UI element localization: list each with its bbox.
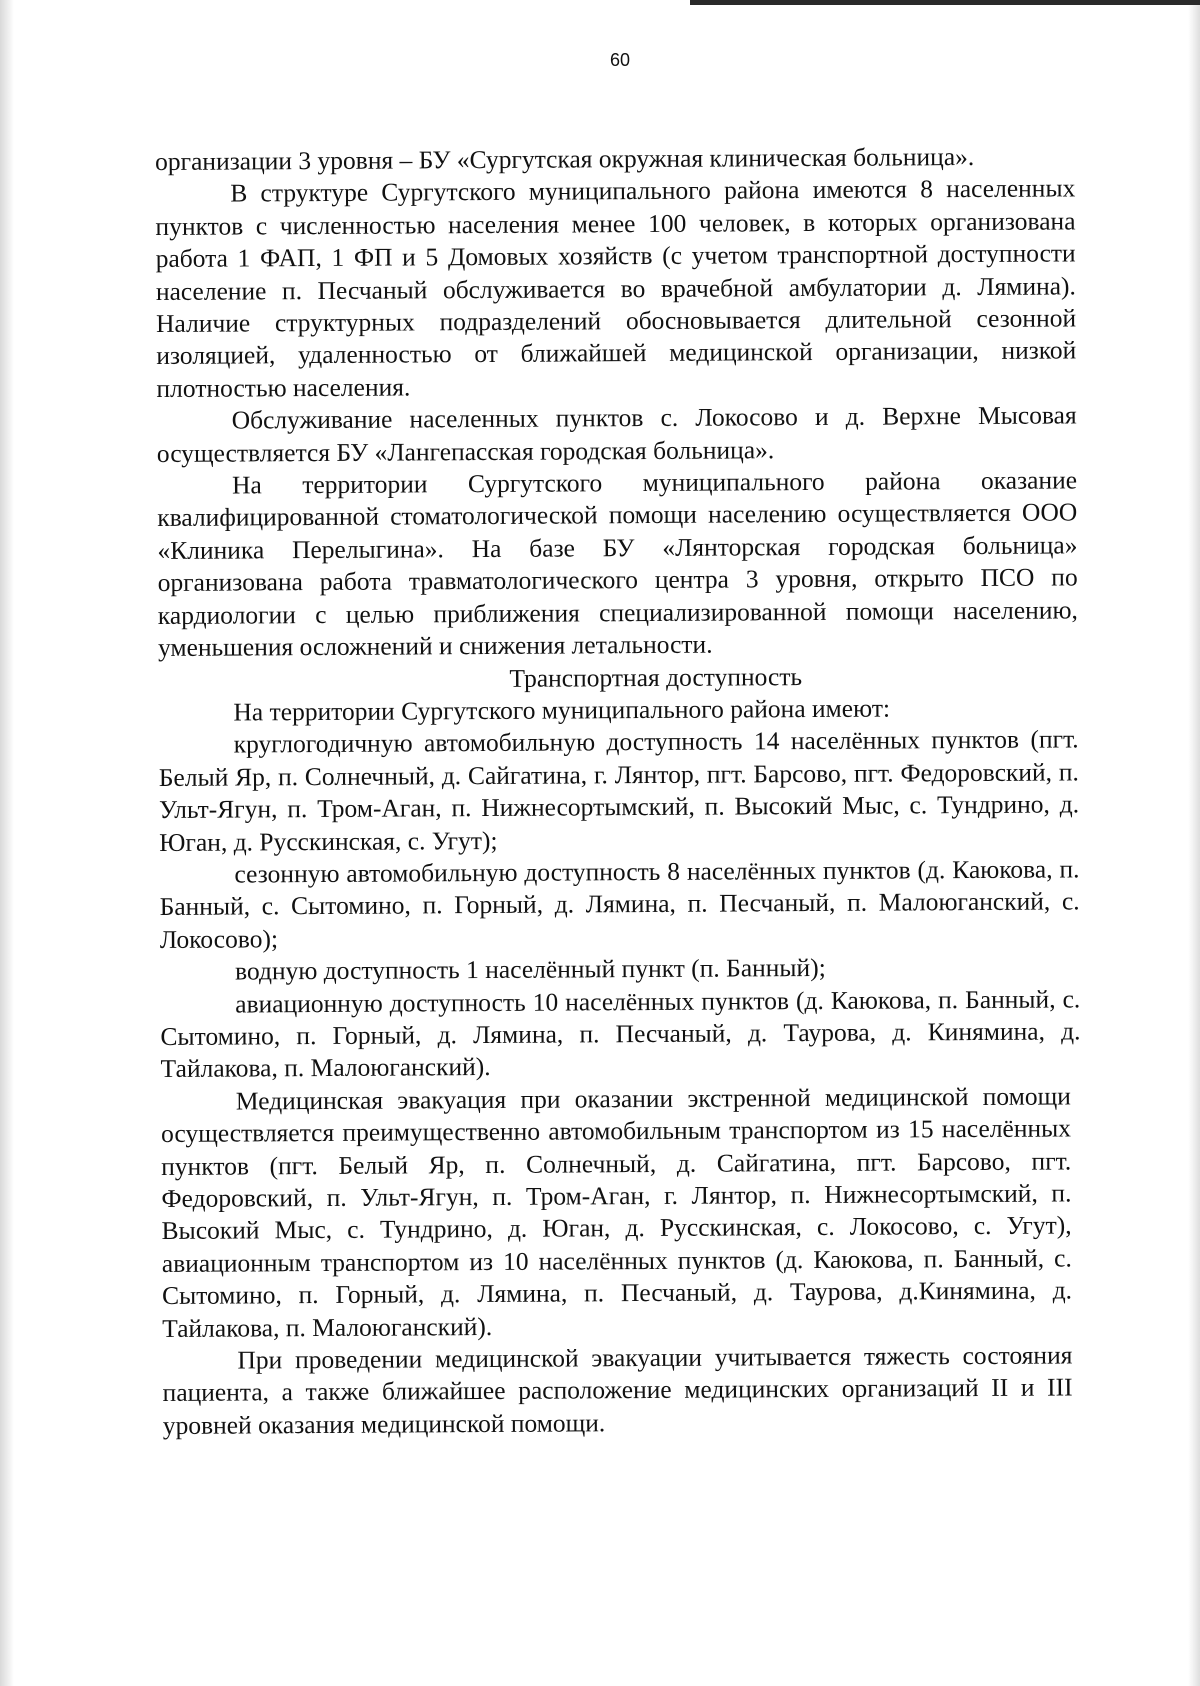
paragraph-evacuation: Медицинская эвакуация при оказании экстренной медицинской помощи осуществляется преимущественно автомобильным транспортом из 15 населённых пунктов (пгт. Белый Яр, п. Солнечный, д. Сайгатина, пгт. Барсово, пгт. Федоровский, п. Ульт-Ягун, п. Тром-Аган, г. Лянтор, п. Нижнесортымский, п. Высокий Мыс, с. Тундрино, д. Юган, д. Русскинская, с. Локосово, с. Угут), авиационным транспортом из 10 населённых пунктов (д. Каюкова, п. Банный, с. Сытомино, п. Горный, д. Лямина, п. Песчаный, д. Таурова, д.Кинямина, д. Тайлакова, п. Малоюганский). [160,1081,1073,1343]
paragraph-structure: В структуре Сургутского муниципального района имеются 8 населенных пунктов с численностью населения менее 100 человек, в которых организована работа 1 ФАП, 1 ФП и 5 Домовых хозяйств (с учетом транспортной доступности население п. Песчаный обслуживается во врачебной амбулатории д. Лямина). Наличие структурных подразделений обосновывается длительной сезонной изоляцией, удаленностью от ближайшей медицинской организации, низкой плотностью населения. [155,173,1077,403]
page-number: 60 [609,50,631,70]
scan-top-edge [690,0,1200,5]
paragraph-transport-intro: На территории Сургутского муниципального района имеют: [233,693,891,727]
paragraph-year-round-access: круглогодичную автомобильную доступность 14 населённых пунктов (пгт. Белый Яр, п. Солнечный, д. Сайгатина, г. Лянтор, пгт. Барсово, пгт. Федоровский, п. Ульт-Ягун, п. Тром-Аган, п. Нижнесортымский, п. Высокий Мыс, с. Тундрино, д. Юган, д. Русскинская, с. Угут); [158,724,1080,857]
paragraph-air-access: авиационную доступность 10 населённых пунктов (д. Каюкова, п. Банный, с. Сытомино, п. Горный, д. Лямина, п. Песчаный, д. Таурова, д. Кинямина, д. Тайлакова, п. Малоюганский). [160,983,1081,1084]
paragraph-seasonal-access: сезонную автомобильную доступность 8 населённых пунктов (д. Каюкова, п. Банный, с. Сытомино, п. Горный, д. Лямина, п. Песчаный, п. Малоюганский, с. Локосово); [159,854,1080,954]
section-heading-transport: Транспортная доступность [509,661,803,693]
scan-edge-left [0,0,14,1686]
paragraph-dental: На территории Сургутского муниципального района оказание квалифицированной стоматологической помощи населению осуществляется ООО «Клиника Перелыгина». На базе БУ «Лянторская городская больница» организована работа травматологического центра 3 уровня, открыто ПСО по кардиологии с целью приближения специализированной помощи населению, уменьшения осложнений и снижения летальности. [157,465,1078,663]
scan-edge-right [1188,0,1200,1686]
paragraph-evacuation-conditions: При проведении медицинской эвакуации учитывается тяжесть состояния пациента, а также ближайшее расположение медицинских организаций II и III уровней оказания медицинской помощи. [162,1340,1073,1440]
paragraph-water-access: водную доступность 1 населённый пункт (п. Банный); [234,953,826,986]
document-body [155,140,1083,1442]
paragraph-continuation: организации 3 уровня – БУ «Сургутская окружная клиническая больница». [155,141,975,176]
paragraph-servicing: Обслуживание населенных пунктов с. Локосово и д. Верхне Мысовая осуществляется БУ «Лангепасская городская больница». [156,400,1077,468]
